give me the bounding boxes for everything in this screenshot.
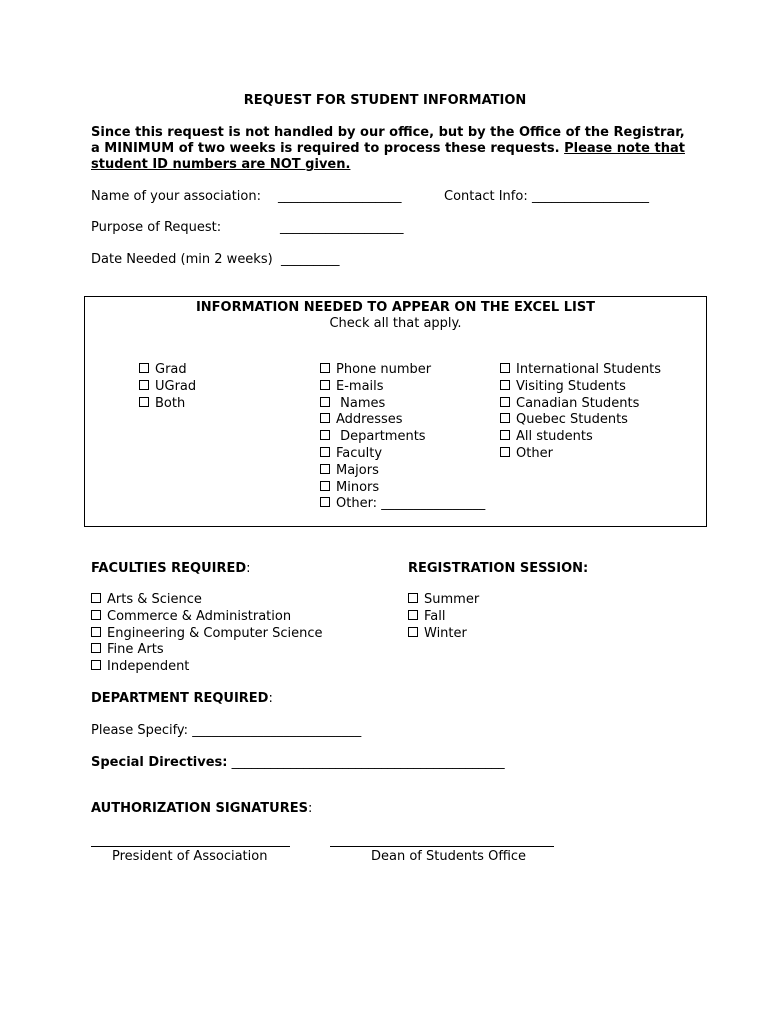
dean-signature-label: Dean of Students Office (371, 849, 527, 864)
excel-list-box (84, 296, 707, 527)
checkbox-item[interactable]: Canadian Students (500, 396, 661, 413)
checkbox-icon[interactable] (91, 643, 101, 653)
excel-list-heading: INFORMATION NEEDED TO APPEAR ON THE EXCEL LIST (195, 300, 596, 315)
president-signature-line[interactable] (91, 846, 290, 847)
intro-note: Please note that student ID numbers are NOT given. (91, 141, 685, 172)
date-label: Date Needed (min 2 weeks) (91, 252, 273, 267)
specify-field[interactable]: __________________________ (192, 723, 362, 738)
president-signature-label: President of Association (112, 849, 268, 864)
directives-field[interactable]: __________________________________________ (227, 755, 505, 770)
checkbox-icon[interactable] (408, 593, 418, 603)
faculties-heading: FACULTIES REQUIRED: (91, 561, 251, 576)
checkbox-item[interactable]: Fine Arts (91, 642, 323, 659)
checkbox-item[interactable]: Quebec Students (500, 412, 661, 429)
checkbox-item[interactable]: UGrad (139, 379, 196, 396)
department-heading: DEPARTMENT REQUIRED: (91, 691, 273, 706)
checkbox-item[interactable]: Faculty (320, 446, 485, 463)
checkbox-item[interactable]: Phone number (320, 362, 485, 379)
session-options (408, 592, 479, 642)
checkbox-icon[interactable] (320, 413, 330, 423)
directives-label: Special Directives: (91, 755, 228, 770)
checkbox-item[interactable]: Summer (408, 592, 479, 609)
checkbox-item[interactable]: Names (320, 396, 485, 413)
checkbox-item[interactable]: Other: ________________ (320, 496, 485, 513)
checkbox-icon[interactable] (500, 380, 510, 390)
checkbox-item[interactable]: Grad (139, 362, 196, 379)
purpose-field[interactable]: ___________________ (280, 220, 404, 235)
checkbox-icon[interactable] (91, 593, 101, 603)
student-type-options (500, 362, 661, 463)
association-field[interactable]: ___________________ (278, 189, 402, 204)
checkbox-item[interactable]: Other (500, 446, 661, 463)
checkbox-item[interactable]: Engineering & Computer Science (91, 626, 323, 643)
intro-paragraph (91, 125, 691, 173)
checkbox-icon[interactable] (320, 481, 330, 491)
checkbox-icon[interactable] (408, 610, 418, 620)
checkbox-item[interactable]: Winter (408, 626, 479, 643)
checkbox-item[interactable]: Fall (408, 609, 479, 626)
checkbox-icon[interactable] (500, 363, 510, 373)
session-heading: REGISTRATION SESSION: (408, 561, 589, 576)
checkbox-icon[interactable] (500, 447, 510, 457)
checkbox-item[interactable]: International Students (500, 362, 661, 379)
checkbox-icon[interactable] (408, 627, 418, 637)
authorization-heading: AUTHORIZATION SIGNATURES: (91, 801, 313, 816)
date-field[interactable]: _________ (281, 252, 340, 267)
checkbox-item[interactable]: Independent (91, 659, 323, 676)
dean-signature-line[interactable] (330, 846, 554, 847)
checkbox-icon[interactable] (139, 397, 149, 407)
contact-field[interactable]: __________________ (532, 189, 649, 204)
checkbox-icon[interactable] (139, 380, 149, 390)
checkbox-item[interactable]: Departments (320, 429, 485, 446)
specify-label: Please Specify: (91, 723, 193, 738)
checkbox-icon[interactable] (320, 497, 330, 507)
checkbox-icon[interactable] (500, 397, 510, 407)
checkbox-item[interactable]: All students (500, 429, 661, 446)
checkbox-icon[interactable] (91, 610, 101, 620)
checkbox-icon[interactable] (500, 413, 510, 423)
checkbox-item[interactable]: Visiting Students (500, 379, 661, 396)
checkbox-item[interactable]: Minors (320, 480, 485, 497)
purpose-label: Purpose of Request: (91, 220, 222, 235)
contact-label: Contact Info: (444, 189, 528, 204)
excel-list-subheading: Check all that apply. (329, 316, 462, 331)
checkbox-icon[interactable] (320, 464, 330, 474)
faculties-options (91, 592, 323, 676)
checkbox-icon[interactable] (320, 447, 330, 457)
checkbox-item[interactable]: Majors (320, 463, 485, 480)
page-title: REQUEST FOR STUDENT INFORMATION (243, 93, 527, 108)
checkbox-item[interactable]: E-mails (320, 379, 485, 396)
checkbox-item[interactable]: Arts & Science (91, 592, 323, 609)
checkbox-item[interactable]: Commerce & Administration (91, 609, 323, 626)
level-options (139, 362, 196, 412)
checkbox-icon[interactable] (91, 660, 101, 670)
checkbox-item[interactable]: Addresses (320, 412, 485, 429)
association-label: Name of your association: (91, 189, 261, 204)
info-options (320, 362, 485, 513)
intro-text: Since this request is not handled by our office, but by the Office of the Registrar, a MINIMUM of two weeks is required to process these requests. (91, 125, 685, 156)
checkbox-icon[interactable] (91, 627, 101, 637)
checkbox-icon[interactable] (320, 363, 330, 373)
checkbox-icon[interactable] (320, 430, 330, 440)
checkbox-icon[interactable] (139, 363, 149, 373)
department-specify (91, 723, 361, 738)
checkbox-item[interactable]: Both (139, 396, 196, 413)
checkbox-icon[interactable] (320, 380, 330, 390)
checkbox-icon[interactable] (500, 430, 510, 440)
special-directives (91, 755, 505, 770)
checkbox-icon[interactable] (320, 397, 330, 407)
